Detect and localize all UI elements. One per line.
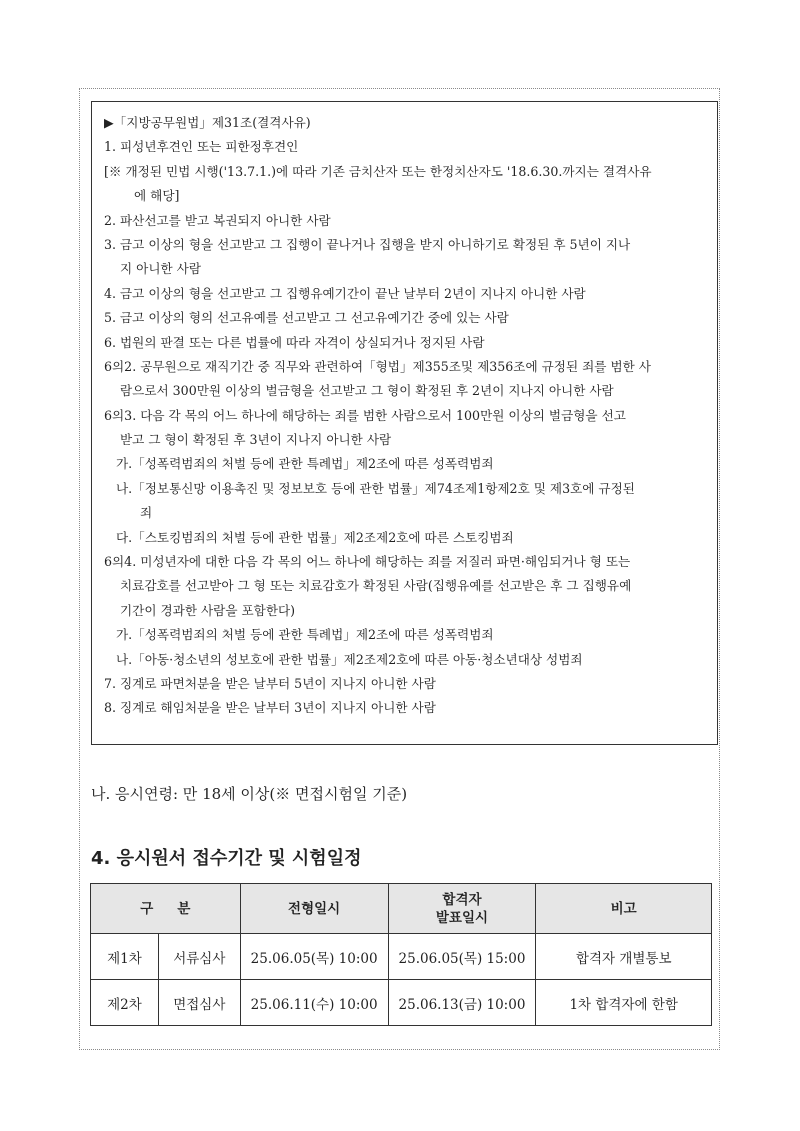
type-cell: 서류심사 bbox=[158, 934, 240, 980]
box-line: 6의3. 다음 각 목의 어느 하나에 해당하는 죄를 범한 사람으로서 100만원 이상의 벌금형을 선고 bbox=[104, 407, 626, 423]
table-row bbox=[91, 934, 712, 980]
disqualification-box bbox=[91, 101, 718, 745]
box-line: 지 아니한 사람 bbox=[120, 261, 201, 277]
type-cell: 면접심사 bbox=[158, 980, 240, 1026]
box-line: 3. 금고 이상의 형을 선고받고 그 집행이 끝나거나 집행을 받지 아니하기로 확정된 후 5년이 지나 bbox=[104, 236, 631, 252]
exam-date-cell: 25.06.05(목) 10:00 bbox=[240, 934, 388, 980]
announce-cell: 25.06.05(목) 15:00 bbox=[388, 934, 536, 980]
header-announce: 합격자 발표일시 bbox=[388, 884, 536, 934]
box-line: 4. 금고 이상의 형을 선고받고 그 집행유예기간이 끝난 날부터 2년이 지나지 아니한 사람 bbox=[104, 285, 586, 301]
box-line: 치료감호를 선고받아 그 형 또는 치료감호가 확정된 사람(집행유예를 선고받은 후 그 집행유예 bbox=[120, 578, 632, 594]
box-line: 기간이 경과한 사람을 포함한다) bbox=[120, 602, 296, 618]
box-line: 1. 피성년후견인 또는 피한정후견인 bbox=[104, 139, 299, 155]
box-line: 6. 법원의 판결 또는 다른 법률에 따라 자격이 상실되거나 정지된 사람 bbox=[104, 334, 485, 350]
box-line: 2. 파산선고를 받고 복권되지 아니한 사람 bbox=[104, 212, 331, 228]
box-line: 8. 징계로 해임처분을 받은 날부터 3년이 지나지 아니한 사람 bbox=[104, 700, 436, 716]
table-row bbox=[91, 980, 712, 1026]
box-line: 가.「성폭력범죄의 처벌 등에 관한 특례법」제2조에 따른 성폭력범죄 bbox=[116, 627, 494, 643]
box-line: 람으로서 300만원 이상의 벌금형을 선고받고 그 형이 확정된 후 2년이 지나지 아니한 사람 bbox=[120, 383, 614, 399]
box-line: 나.「아동·청소년의 성보호에 관한 법률」제2조제2호에 따른 아동·청소년대상 성범죄 bbox=[116, 651, 583, 667]
box-line: ▶「지방공무원법」제31조(결격사유) bbox=[104, 115, 311, 130]
box-line: 나.「정보통신망 이용촉진 및 정보보호 등에 관한 법률」제74조제1항제2호 및 제3호에 규정된 bbox=[116, 480, 635, 496]
header-exam-date: 전형일시 bbox=[240, 884, 388, 934]
announce-cell: 25.06.13(금) 10:00 bbox=[388, 980, 536, 1026]
header-category: 구 분 bbox=[91, 884, 241, 934]
box-line: 죄 bbox=[140, 505, 153, 521]
box-line: 7. 징계로 파면처분을 받은 날부터 5년이 지나지 아니한 사람 bbox=[104, 675, 436, 691]
box-line: 6의4. 미성년자에 대한 다음 각 목의 어느 하나에 해당하는 죄를 저질러 파면·해임되거나 형 또는 bbox=[104, 554, 631, 570]
box-line: 가.「성폭력범죄의 처벌 등에 관한 특례법」제2조에 따른 성폭력범죄 bbox=[116, 456, 494, 472]
round-cell: 제1차 bbox=[91, 934, 159, 980]
schedule-table bbox=[90, 883, 712, 1026]
box-line: 에 해당] bbox=[134, 188, 180, 204]
table-header-row bbox=[91, 884, 712, 934]
exam-date-cell: 25.06.11(수) 10:00 bbox=[240, 980, 388, 1026]
box-line: 받고 그 형이 확정된 후 3년이 지나지 아니한 사람 bbox=[120, 432, 392, 448]
section-title: 4. 응시원서 접수기간 및 시험일정 bbox=[91, 848, 362, 869]
box-line: 6의2. 공무원으로 재직기간 중 직무와 관련하여「형법」제355조및 제356조에 규정된 죄를 범한 사 bbox=[104, 358, 651, 374]
box-line: 다.「스토킹범죄의 처벌 등에 관한 법률」제2조제2호에 따른 스토킹범죄 bbox=[116, 529, 514, 545]
note-cell: 1차 합격자에 한함 bbox=[536, 980, 712, 1026]
age-requirement: 나. 응시연령: 만 18세 이상(※ 면접시험일 기준) bbox=[91, 785, 408, 803]
header-note: 비고 bbox=[536, 884, 712, 934]
round-cell: 제2차 bbox=[91, 980, 159, 1026]
box-line: [※ 개정된 민법 시행('13.7.1.)에 따라 기존 금치산자 또는 한정치산자도 '18.6.30.까지는 결격사유 bbox=[104, 163, 652, 179]
box-line: 5. 금고 이상의 형의 선고유예를 선고받고 그 선고유예기간 중에 있는 사람 bbox=[104, 310, 509, 326]
note-cell: 합격자 개별통보 bbox=[536, 934, 712, 980]
